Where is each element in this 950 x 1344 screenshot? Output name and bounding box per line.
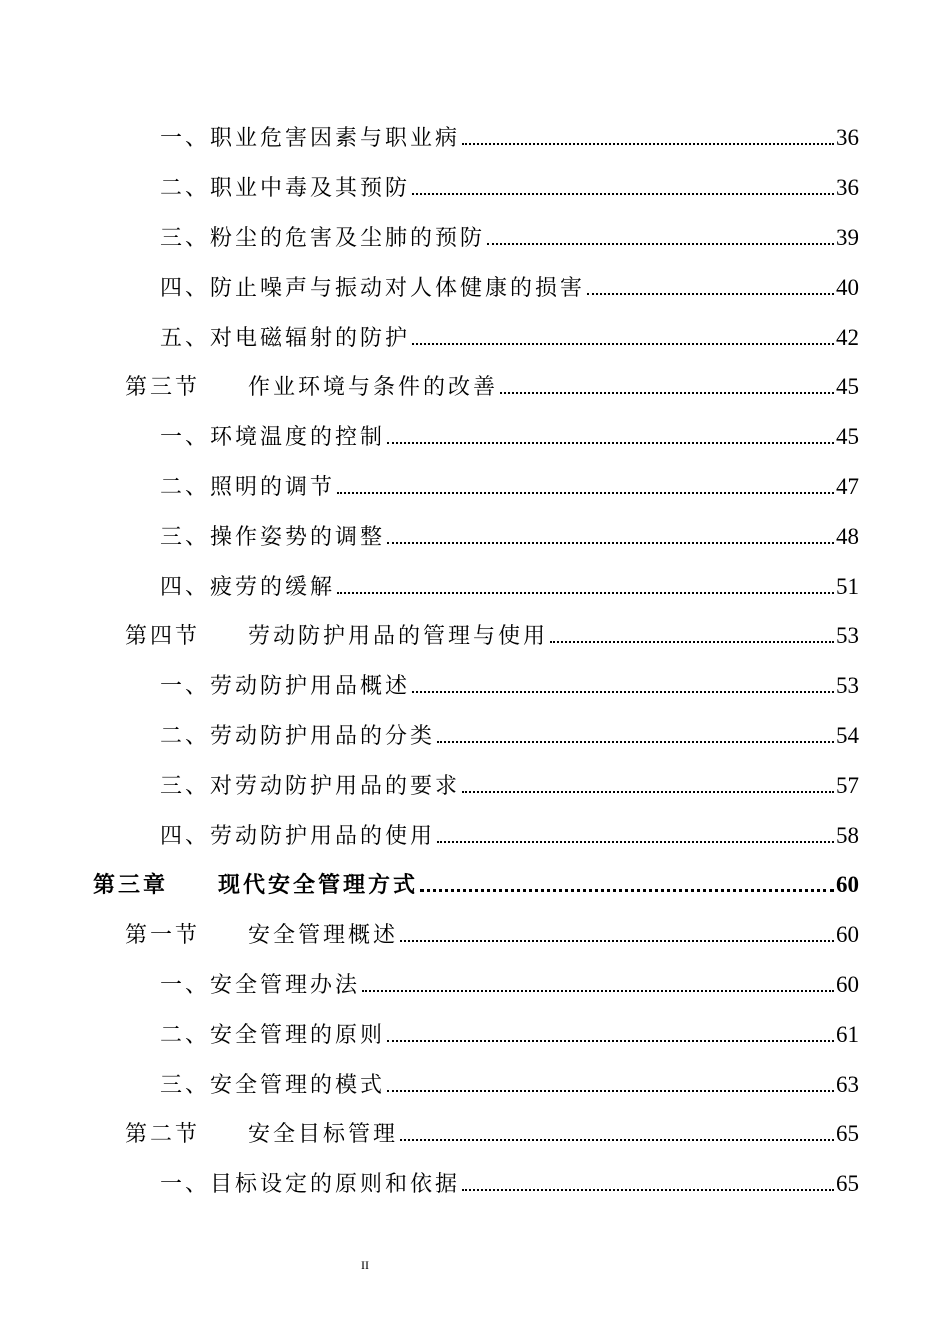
toc-entry-row <box>160 271 859 302</box>
toc-entry-row <box>160 171 859 202</box>
toc-subsection-entry[interactable] <box>0 959 950 1009</box>
toc-entry-title: 目标设定的原则和依据 <box>210 1172 461 1198</box>
toc-entry-row <box>160 1167 859 1198</box>
toc-entry-row <box>160 321 859 352</box>
toc-entry-number: 二、 <box>160 1022 211 1048</box>
dot-leader <box>487 243 834 245</box>
dot-leader <box>412 343 834 345</box>
toc-entry-page: 65 <box>836 1121 859 1147</box>
toc-entry-page: 51 <box>836 573 859 599</box>
dot-leader <box>462 1189 834 1191</box>
toc-subsection-entry[interactable] <box>0 560 950 610</box>
toc-entry-page: 47 <box>836 473 859 499</box>
dot-leader <box>337 492 834 494</box>
toc-entry-page: 57 <box>836 772 859 798</box>
toc-entry-row <box>160 719 859 750</box>
toc-entry-row <box>160 470 859 501</box>
toc-chapter-entry[interactable] <box>0 859 950 909</box>
toc-subsection-entry[interactable] <box>0 1158 950 1208</box>
toc-entry-title: 环境温度的控制 <box>210 425 386 451</box>
toc-entry-title: 安全管理的原则 <box>210 1022 386 1048</box>
toc-entry-page: 54 <box>836 722 859 748</box>
toc-subsection-entry[interactable] <box>0 1008 950 1058</box>
toc-entry-page: 60 <box>836 872 859 898</box>
toc-subsection-entry[interactable] <box>0 1058 950 1108</box>
toc-entry-number: 二、 <box>160 723 211 749</box>
toc-entry-page: 45 <box>836 424 859 450</box>
toc-entry-row <box>160 819 859 850</box>
toc-entry-number: 一、 <box>160 972 211 998</box>
dot-leader <box>412 193 834 195</box>
toc-entry-page: 60 <box>836 971 859 997</box>
toc-entry-row <box>125 370 859 401</box>
toc-subsection-entry[interactable] <box>0 311 950 361</box>
toc-entry-row <box>160 520 859 551</box>
dot-leader <box>362 990 834 992</box>
dot-leader <box>437 841 834 843</box>
toc-entry-title: 安全管理的模式 <box>210 1072 386 1098</box>
toc-entry-title: 职业中毒及其预防 <box>210 176 411 202</box>
toc-section-entry[interactable] <box>0 361 950 411</box>
toc-entry-title: 对劳动防护用品的要求 <box>210 773 461 799</box>
toc-entry-title: 劳动防护用品概述 <box>210 674 411 700</box>
toc-subsection-entry[interactable] <box>0 510 950 560</box>
toc-subsection-entry[interactable] <box>0 162 950 212</box>
toc-entry-number: 三、 <box>160 524 211 550</box>
toc-entry-title: 安全目标管理 <box>248 1122 399 1148</box>
toc-entry-row <box>160 968 859 999</box>
toc-entry-row <box>160 769 859 800</box>
toc-entry-number: 四、 <box>160 823 211 849</box>
toc-entry-row <box>125 918 859 949</box>
toc-entry-row <box>160 121 859 152</box>
dot-leader <box>387 442 834 444</box>
toc-entry-number: 第四节 <box>125 624 201 650</box>
toc-entry-title: 防止噪声与振动对人体健康的损害 <box>210 275 586 301</box>
toc-entry-title: 粉尘的危害及尘肺的预防 <box>210 225 486 251</box>
toc-section-entry[interactable] <box>0 1108 950 1158</box>
dot-leader <box>420 889 834 892</box>
dot-leader <box>462 143 834 145</box>
toc-subsection-entry[interactable] <box>0 112 950 162</box>
dot-leader <box>387 1090 834 1092</box>
toc-entry-number: 第三节 <box>125 375 201 401</box>
toc-entry-title: 劳动防护用品的使用 <box>210 823 436 849</box>
toc-entry-title: 对电磁辐射的防护 <box>210 325 411 351</box>
toc-entry-page: 45 <box>836 374 859 400</box>
toc-entry-row <box>93 868 859 899</box>
page-number-footer: II <box>361 1258 369 1272</box>
toc-entry-title: 劳动防护用品的管理与使用 <box>248 624 549 650</box>
toc-entry-number: 二、 <box>160 176 211 202</box>
toc-entry-number: 二、 <box>160 474 211 500</box>
dot-leader <box>550 641 834 643</box>
toc-entry-page: 61 <box>836 1021 859 1047</box>
toc-entry-row <box>160 221 859 252</box>
toc-entry-page: 53 <box>836 673 859 699</box>
toc-section-entry[interactable] <box>0 610 950 660</box>
toc-entry-number: 三、 <box>160 1072 211 1098</box>
toc-entry-number: 一、 <box>160 674 211 700</box>
toc-entry-row <box>160 1018 859 1049</box>
dot-leader <box>400 940 834 942</box>
toc-subsection-entry[interactable] <box>0 261 950 311</box>
toc-subsection-entry[interactable] <box>0 809 950 859</box>
dot-leader <box>387 1040 834 1042</box>
toc-subsection-entry[interactable] <box>0 461 950 511</box>
toc-entry-title: 作业环境与条件的改善 <box>248 375 499 401</box>
toc-entry-number: 三、 <box>160 225 211 251</box>
dot-leader <box>462 791 834 793</box>
dot-leader <box>500 392 834 394</box>
toc-section-entry[interactable] <box>0 909 950 959</box>
toc-entry-number: 第一节 <box>125 923 201 949</box>
toc-entry-number: 一、 <box>160 126 211 152</box>
dot-leader <box>437 741 834 743</box>
toc-entry-title: 安全管理概述 <box>248 923 399 949</box>
toc-entry-title: 现代安全管理方式 <box>218 872 419 899</box>
toc-subsection-entry[interactable] <box>0 660 950 710</box>
toc-subsection-entry[interactable] <box>0 411 950 461</box>
toc-entry-page: 58 <box>836 822 859 848</box>
toc-entry-page: 42 <box>836 324 859 350</box>
toc-entry-page: 40 <box>836 274 859 300</box>
toc-entry-row <box>125 619 859 650</box>
toc-entry-row <box>125 1117 859 1148</box>
toc-entry-page: 36 <box>836 125 859 151</box>
dot-leader <box>412 691 834 693</box>
toc-entry-row <box>160 669 859 700</box>
toc-entry-title: 照明的调节 <box>210 474 336 500</box>
toc-entry-page: 63 <box>836 1071 859 1097</box>
toc-entry-title: 安全管理办法 <box>210 972 361 998</box>
toc-entry-number: 第二节 <box>125 1122 201 1148</box>
toc-entry-number: 五、 <box>160 325 211 351</box>
toc-entry-title: 操作姿势的调整 <box>210 524 386 550</box>
toc-entry-row <box>160 420 859 451</box>
toc-entry-page: 48 <box>836 523 859 549</box>
toc-entry-page: 36 <box>836 175 859 201</box>
toc-subsection-entry[interactable] <box>0 710 950 760</box>
toc-entry-number: 第三章 <box>93 872 169 899</box>
dot-leader <box>587 293 834 295</box>
toc-entry-page: 60 <box>836 922 859 948</box>
toc-entry-number: 四、 <box>160 574 211 600</box>
dot-leader <box>387 542 834 544</box>
toc-entry-title: 劳动防护用品的分类 <box>210 723 436 749</box>
toc-subsection-entry[interactable] <box>0 759 950 809</box>
toc-subsection-entry[interactable] <box>0 212 950 262</box>
toc-entry-page: 39 <box>836 224 859 250</box>
toc-entry-number: 一、 <box>160 425 211 451</box>
toc-entry-number: 一、 <box>160 1172 211 1198</box>
toc-entry-row <box>160 1068 859 1099</box>
dot-leader <box>400 1139 834 1141</box>
toc-entry-page: 53 <box>836 623 859 649</box>
toc-entry-row <box>160 570 859 601</box>
table-of-contents <box>0 112 950 1208</box>
dot-leader <box>337 592 834 594</box>
toc-entry-page: 65 <box>836 1171 859 1197</box>
toc-entry-number: 三、 <box>160 773 211 799</box>
toc-entry-title: 疲劳的缓解 <box>210 574 336 600</box>
toc-entry-title: 职业危害因素与职业病 <box>210 126 461 152</box>
toc-entry-number: 四、 <box>160 275 211 301</box>
